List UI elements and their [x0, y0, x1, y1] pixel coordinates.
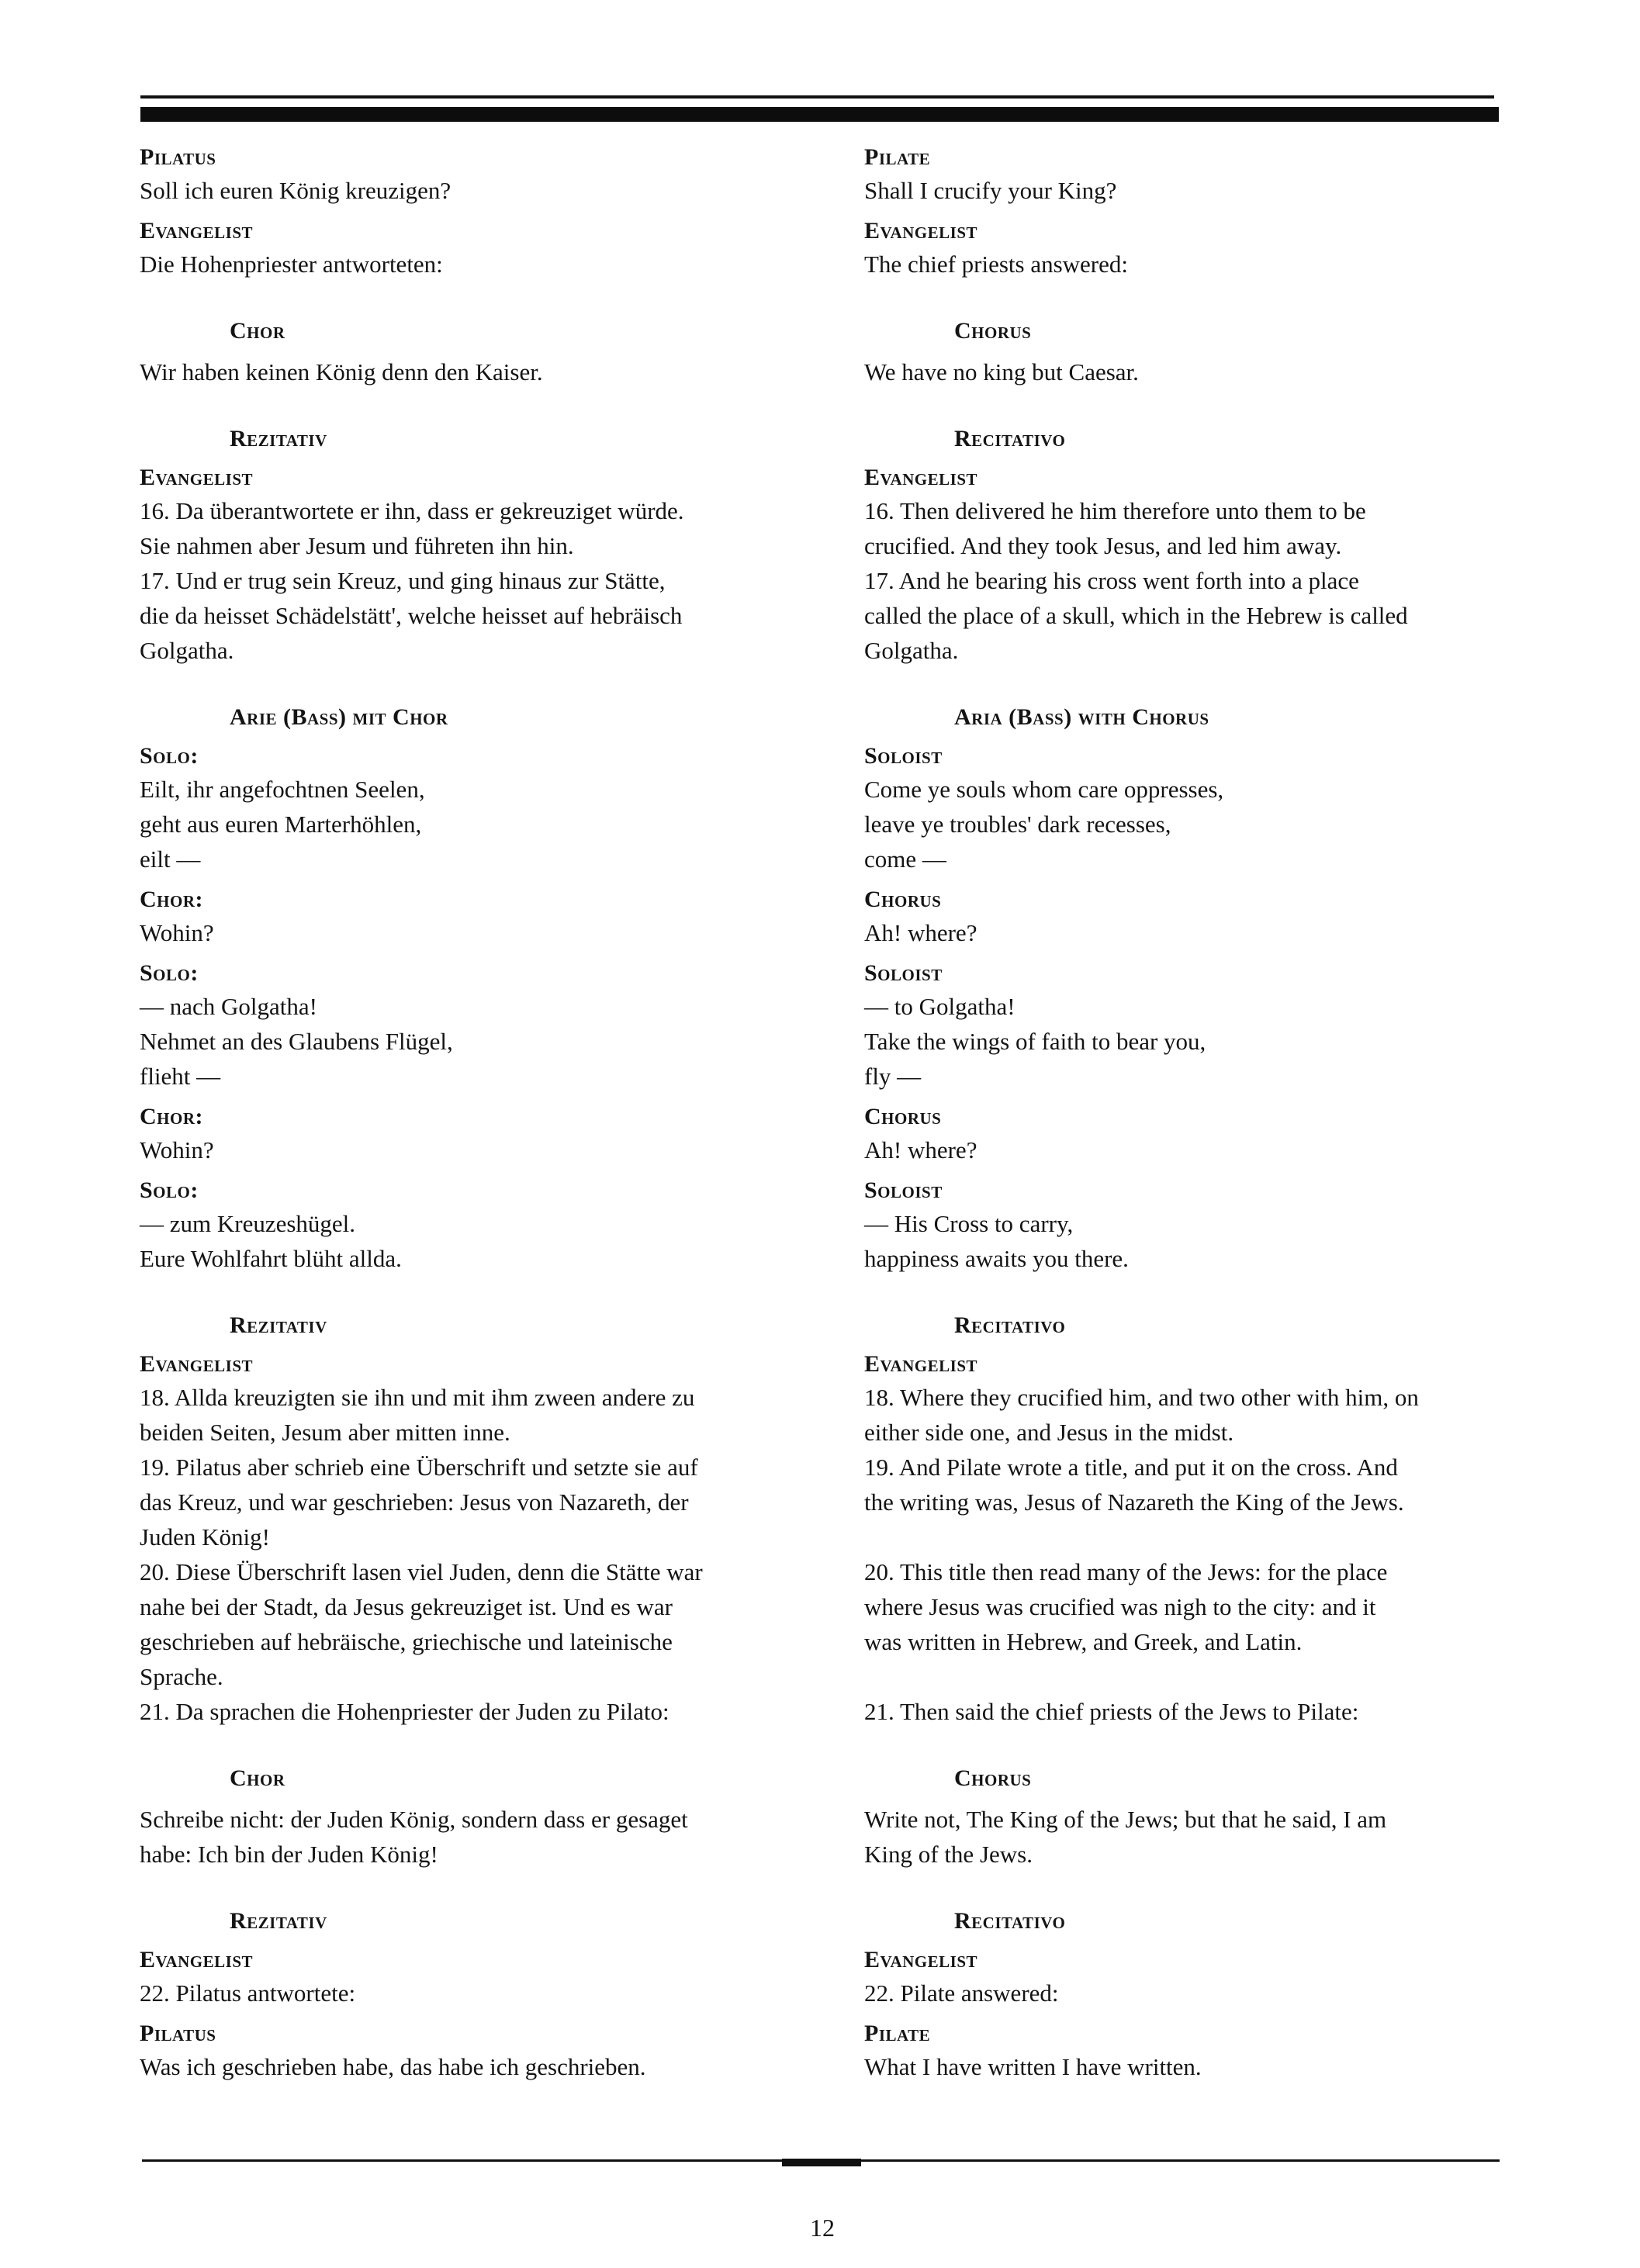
text-line: Juden König!	[140, 1523, 270, 1551]
text-block	[140, 1802, 799, 1872]
section-heading: Rezitativ	[230, 1312, 327, 1338]
section-heading: Chorus	[954, 318, 1032, 344]
text-line: — nach Golgatha!	[140, 993, 317, 1020]
speaker-label: Evangelist	[140, 1351, 254, 1377]
text-block	[140, 1380, 799, 1729]
text-line: 16. Then delivered he him therefore unto them to be	[864, 497, 1366, 524]
text-line: King of the Jews.	[864, 1841, 1033, 1868]
text-block	[140, 493, 799, 668]
text-block	[864, 173, 1524, 208]
text-line: Was ich geschrieben habe, das habe ich geschrieben.	[140, 2053, 646, 2080]
text-line: Sie nahmen aber Jesum und führeten ihn hin.	[140, 532, 574, 559]
text-block	[140, 772, 799, 876]
text-line: 18. Where they crucified him, and two other with him, on	[864, 1384, 1419, 1411]
text-line: The chief priests answered:	[864, 251, 1129, 278]
text-block	[864, 1976, 1524, 2010]
text-block	[140, 354, 799, 389]
text-line: Wohin?	[140, 1136, 214, 1163]
text-block	[140, 173, 799, 208]
text-line: 17. Und er trug sein Kreuz, und ging hinaus zur Stätte,	[140, 567, 666, 594]
text-line: Wir haben keinen König denn den Kaiser.	[140, 358, 543, 385]
text-line: Eure Wohlfahrt blüht allda.	[140, 1245, 402, 1272]
text-block	[864, 1380, 1524, 1729]
section-heading: Aria (Bass) with Chorus	[954, 704, 1209, 730]
text-line: Soll ich euren König kreuzigen?	[140, 177, 452, 204]
text-line: 20. Diese Überschrift lasen viel Juden, denn die Stätte war	[140, 1558, 703, 1585]
text-line: Eilt, ihr angefochtnen Seelen,	[140, 776, 425, 803]
section-heading: Chor	[230, 1765, 285, 1791]
text-block	[140, 247, 799, 282]
text-line: either side one, and Jesus in the midst.	[864, 1419, 1234, 1446]
speaker-label: Pilate	[864, 2021, 931, 2046]
text-line: Sprache.	[140, 1663, 223, 1690]
text-line: where Jesus was crucified was nigh to the city: and it	[864, 1593, 1376, 1620]
speaker-label: Solo:	[140, 960, 199, 986]
text-block	[140, 1976, 799, 2010]
speaker-label: Evangelist	[864, 465, 978, 490]
text-line: die da heisset Schädelstätt', welche heisset auf hebräisch	[140, 602, 683, 629]
text-line: 16. Da überantwortete er ihn, dass er gekreuziget würde.	[140, 497, 684, 524]
text-block	[864, 2049, 1524, 2084]
text-line	[864, 1659, 1524, 1694]
text-line: nahe bei der Stadt, da Jesus gekreuziget ist. Und es war	[140, 1593, 673, 1620]
text-line: Nehmet an des Glaubens Flügel,	[140, 1028, 453, 1055]
speaker-label: Soloist	[864, 743, 943, 769]
text-line: happiness awaits you there.	[864, 1245, 1129, 1272]
german-column	[140, 142, 799, 2084]
speaker-label: Evangelist	[864, 218, 978, 244]
text-line: crucified. And they took Jesus, and led him away.	[864, 532, 1342, 559]
text-line: 20. This title then read many of the Jews: for the place	[864, 1558, 1388, 1585]
text-line: Wohin?	[140, 919, 214, 946]
text-line: Shall I crucify your King?	[864, 177, 1117, 204]
section-heading: Rezitativ	[230, 426, 327, 451]
speaker-label: Chorus	[864, 1104, 942, 1129]
text-line: Ah! where?	[864, 1136, 977, 1163]
text-line: 19. Pilatus aber schrieb eine Überschrift und setzte sie auf	[140, 1454, 698, 1481]
text-line: Schreibe nicht: der Juden König, sondern dass er gesaget	[140, 1806, 688, 1833]
top-rule-thick	[140, 107, 1499, 122]
text-block	[864, 989, 1524, 1094]
speaker-label: Solo:	[140, 743, 199, 769]
text-block	[864, 354, 1524, 389]
speaker-label: Solo:	[140, 1177, 199, 1203]
text-line: — to Golgatha!	[864, 993, 1015, 1020]
text-line: Golgatha.	[140, 637, 234, 664]
text-line	[864, 1519, 1524, 1554]
speaker-label: Evangelist	[140, 465, 254, 490]
text-block	[864, 1802, 1524, 1872]
speaker-label: Pilatus	[140, 144, 216, 170]
speaker-label: Evangelist	[864, 1947, 978, 1972]
section-heading: Recitativo	[954, 426, 1066, 451]
text-line: Take the wings of faith to bear you,	[864, 1028, 1206, 1055]
text-block	[864, 1206, 1524, 1276]
text-line: the writing was, Jesus of Nazareth the King of the Jews.	[864, 1488, 1404, 1516]
speaker-label: Pilatus	[140, 2021, 216, 2046]
speaker-label: Soloist	[864, 960, 943, 986]
text-line: beiden Seiten, Jesum aber mitten inne.	[140, 1419, 510, 1446]
text-line: 21. Then said the chief priests of the Jews to Pilate:	[864, 1698, 1359, 1725]
text-block	[140, 1206, 799, 1276]
section-heading: Recitativo	[954, 1908, 1066, 1934]
text-line: 19. And Pilate wrote a title, and put it on the cross. And	[864, 1454, 1398, 1481]
text-line: What I have written I have written.	[864, 2053, 1202, 2080]
text-line: leave ye troubles' dark recesses,	[864, 811, 1171, 838]
text-block	[140, 1132, 799, 1167]
top-rule-thin	[140, 95, 1494, 99]
text-line: Write not, The King of the Jews; but that he said, I am	[864, 1806, 1387, 1833]
text-block	[140, 989, 799, 1094]
text-line: geht aus euren Marterhöhlen,	[140, 811, 422, 838]
text-line: flieht —	[140, 1063, 221, 1090]
text-line: — zum Kreuzeshügel.	[140, 1210, 356, 1237]
text-line: das Kreuz, und war geschrieben: Jesus von Nazareth, der	[140, 1488, 689, 1516]
section-heading: Chorus	[954, 1765, 1032, 1791]
text-line: 18. Allda kreuzigten sie ihn und mit ihm zween andere zu	[140, 1384, 695, 1411]
english-column	[864, 142, 1524, 2084]
speaker-label: Chorus	[864, 887, 942, 912]
text-line: Golgatha.	[864, 637, 959, 664]
speaker-label: Evangelist	[140, 1947, 254, 1972]
speaker-label: Evangelist	[864, 1351, 978, 1377]
section-heading: Recitativo	[954, 1312, 1066, 1338]
text-line: Come ye souls whom care oppresses,	[864, 776, 1224, 803]
text-line: Ah! where?	[864, 919, 977, 946]
text-block	[140, 915, 799, 950]
text-block	[864, 772, 1524, 876]
text-line: 17. And he bearing his cross went forth into a place	[864, 567, 1359, 594]
bottom-rule-mark	[782, 2159, 861, 2166]
text-line: 22. Pilate answered:	[864, 1979, 1059, 2007]
text-line: Die Hohenpriester antworteten:	[140, 251, 443, 278]
speaker-label: Chor:	[140, 1104, 203, 1129]
section-heading: Chor	[230, 318, 285, 344]
text-block	[864, 247, 1524, 282]
text-line: 21. Da sprachen die Hohenpriester der Juden zu Pilato:	[140, 1698, 669, 1725]
page-number: 12	[810, 2214, 835, 2242]
text-line: come —	[864, 845, 946, 873]
text-line: fly —	[864, 1063, 922, 1090]
text-line: eilt —	[140, 845, 201, 873]
speaker-label: Chor:	[140, 887, 203, 912]
text-line: We have no king but Caesar.	[864, 358, 1139, 385]
text-line: was written in Hebrew, and Greek, and Latin.	[864, 1628, 1303, 1655]
text-line: called the place of a skull, which in the Hebrew is called	[864, 602, 1408, 629]
text-line: — His Cross to carry,	[864, 1210, 1074, 1237]
text-block	[864, 1132, 1524, 1167]
text-line: 22. Pilatus antwortete:	[140, 1979, 356, 2007]
speaker-label: Soloist	[864, 1177, 943, 1203]
section-heading: Rezitativ	[230, 1908, 327, 1934]
speaker-label: Pilate	[864, 144, 931, 170]
text-line: habe: Ich bin der Juden König!	[140, 1841, 438, 1868]
speaker-label: Evangelist	[140, 218, 254, 244]
text-block	[864, 915, 1524, 950]
text-line: geschrieben auf hebräische, griechische und lateinische	[140, 1628, 673, 1655]
text-block	[864, 493, 1524, 668]
text-block	[140, 2049, 799, 2084]
section-heading: Arie (Bass) mit Chor	[230, 704, 448, 730]
